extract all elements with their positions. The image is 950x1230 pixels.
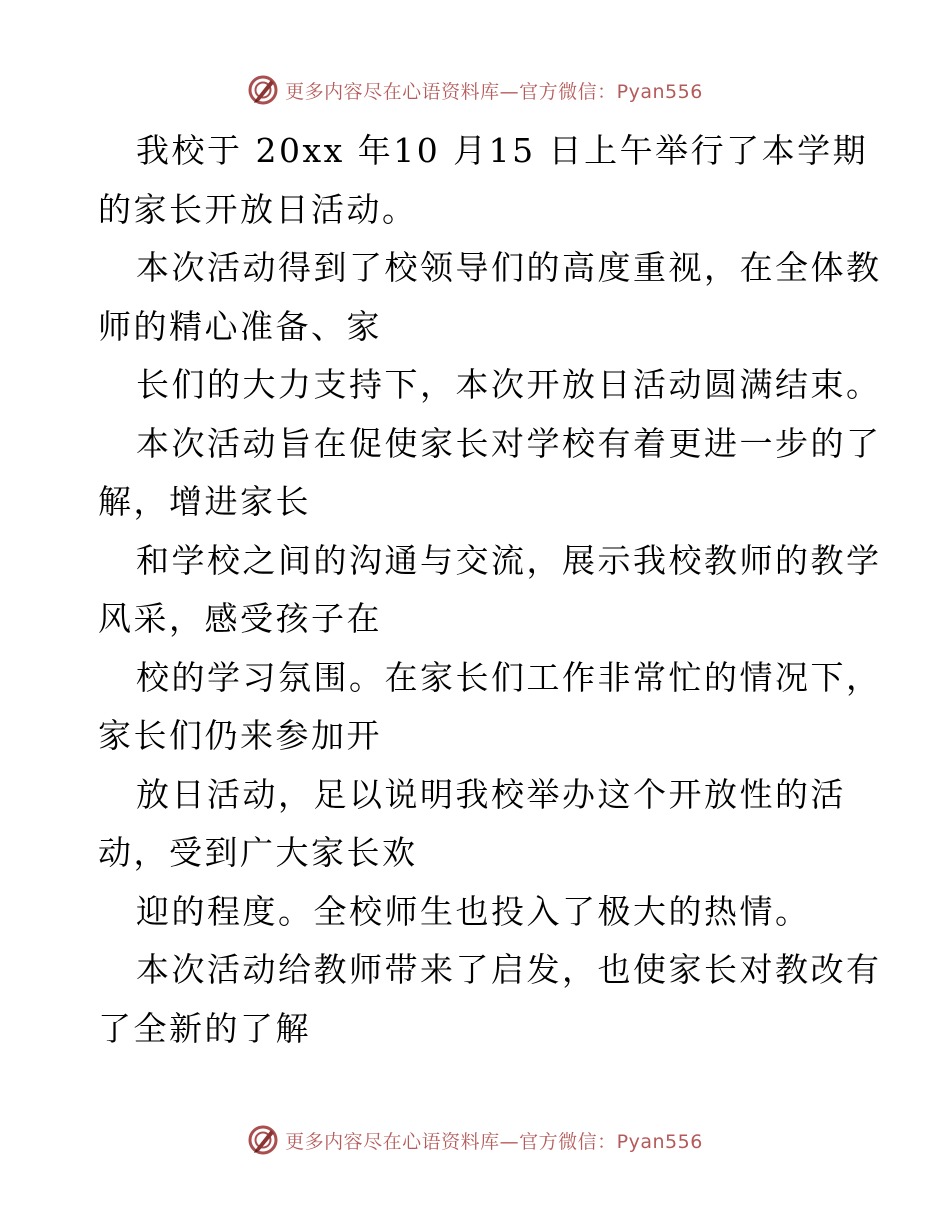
- text-line: 本次活动旨在促使家长对学校有着更进一步的了: [136, 423, 882, 463]
- text-line: 和学校之间的沟通与交流，展示我校教师的教学: [136, 540, 882, 580]
- text-line: 长们的大力支持下，本次开放日活动圆满结束。: [136, 365, 882, 404]
- text-line: 本次活动得到了校领导们的高度重视，在全体教: [136, 248, 882, 287]
- text-line: 本次活动给教师带来了启发，也使家长对教改有: [136, 950, 882, 989]
- header-banner: [0, 70, 950, 110]
- text-line: 解，增进家长: [98, 482, 311, 521]
- text-line: 校的学习氛围。在家长们工作非常忙的情况下，: [136, 657, 882, 697]
- text-line: 了全新的了解: [98, 1008, 311, 1048]
- text-line: 的家长开放日活动。: [98, 189, 418, 229]
- footer-banner-text: 更多内容尽在心语资料库—官方微信：Pyan556: [285, 1130, 703, 1153]
- text-line: 家长们仍来参加开: [98, 716, 382, 755]
- text-line: 风采，感受孩子在: [98, 599, 382, 638]
- text-line: 迎的程度。全校师生也投入了极大的热情。: [136, 891, 811, 931]
- text-line: 师的精心准备、家: [98, 306, 382, 346]
- article-body: [98, 122, 882, 1058]
- text-line: 动，受到广大家长欢: [98, 833, 418, 872]
- footer-banner: [0, 1120, 950, 1160]
- text-line: 我校于 20xx 年10 月15 日上午举行了本学期: [136, 131, 869, 170]
- text-line: 放日活动，足以说明我校举办这个开放性的活: [136, 774, 846, 814]
- pen-seal-icon: [247, 1124, 279, 1156]
- pen-seal-icon: [247, 74, 279, 106]
- header-banner-text: 更多内容尽在心语资料库—官方微信：Pyan556: [285, 80, 703, 103]
